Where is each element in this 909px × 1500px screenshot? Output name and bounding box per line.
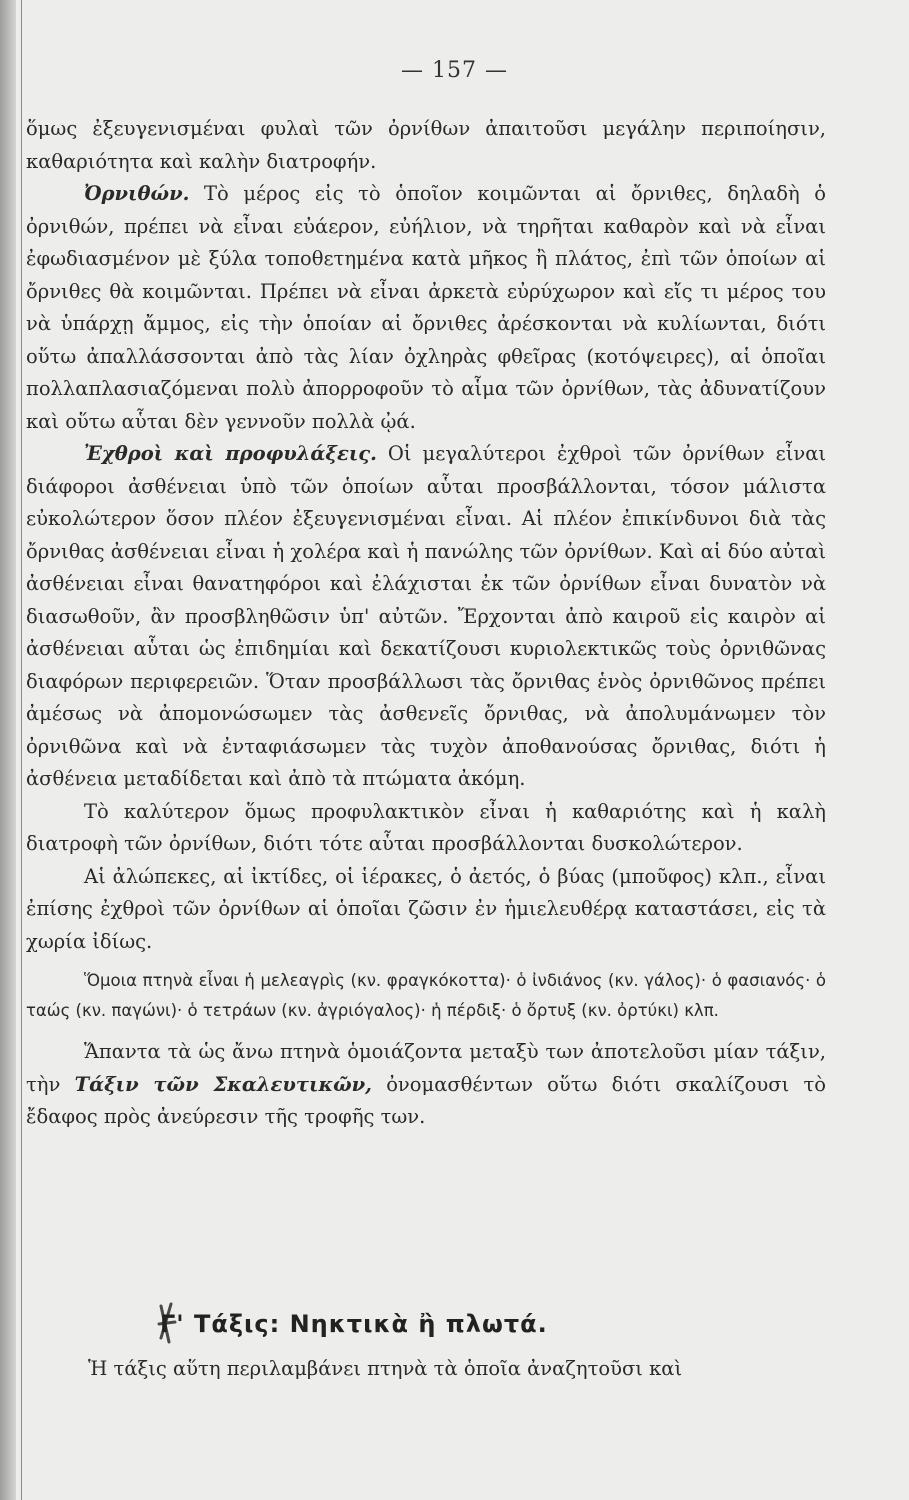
paragraph-2-label: Ὀρνιθών. — [84, 182, 190, 205]
closing-paragraph — [26, 1036, 826, 1134]
paragraph-3-text: Οἱ μεγαλύτεροι ἐχθροὶ τῶν ὀρνίθων εἶναι διάφοροι ἀσθένειαι ὑπὸ τῶν ὁποίων αὗται προσβάλλονται, τόσον μάλιστα εὐκολώτερον ὅσον πλέον ἐξευγενισμέναι εἶναι. Αἱ πλέον ἐπικίνδυνοι διὰ τὰς ὄρνιθας ἀσθένειαι εἶναι ἡ χολέρα καὶ ἡ πανώλης τῶν ὀρνίθων. Καὶ αἱ δύο αὐταὶ ἀσθένειαι εἶναι θανατηφόροι καὶ ἐλάχισται ἐκ τῶν ὀρνίθων εἶναι δυνατὸν νὰ διασωθοῦν, ἂν προσβληθῶσιν ὑπ' αὐτῶν. Ἔρχονται ἀπὸ καιροῦ εἰς καιρὸν αἱ ἀσθένειαι αὗται ὡς ἐπιδημίαι καὶ δεκατίζουσι κυριολεκτικῶς τοὺς ὀρνιθῶνας διαφόρων περιφερειῶν. Ὅταν προσβάλλωσι τὰς ὄρνιθας ἑνὸς ὀρνιθῶνος πρέπει ἀμέσως νὰ ἀπομονώσωμεν τὰς ἀσθενεῖς ὄρνιθας, νὰ ἀπολυμάνωμεν τὸν ὀρνιθῶνα καὶ νὰ ἐνταφιάσωμεν τὰς τυχὸν ἀποθανούσας ὄρνιθας, διότι ἡ ἀσθένεια μεταδίδεται καὶ ἀπὸ τὰ πτώματα ἀκόμη. — [26, 442, 827, 790]
paragraph-5: Αἱ ἀλώπεκες, αἱ ἰκτίδες, οἱ ἱέρακες, ὁ ἀετός, ὁ βύας (μποῦφος) κλπ., εἶναι ἐπίσης ἐχθροὶ τῶν ὀρνίθων αἱ ὁποῖαι ζῶσιν ἐν ἡμιελευθέρᾳ καταστάσει, εἰς τὰ χωρία ἰδίως. — [26, 864, 826, 953]
section-heading: Γ' Τάξις: Νηκτικὰ ἢ πλωτά. — [160, 1310, 548, 1338]
paragraph-4: Τὸ καλύτερον ὅμως προφυλακτικὸν εἶναι ἡ καθαριότης καὶ ἡ καλὴ διατροφὴ τῶν ὀρνίθων, διότι τότε αὗται προσβάλλονται δυσκολώτερον. — [26, 799, 826, 855]
page-number: — 157 — — [401, 58, 508, 83]
paragraph-3 — [26, 438, 826, 796]
footnote-similar-birds: Ὅμοια πτηνὰ εἶναι ἡ μελεαγρὶς (κν. φραγκόκοττα)· ὁ ἰνδιάνος (κν. γάλος)· ὁ φασιανός· ὁ ταώς (κν. παγώνι)· ὁ τετράων (κν. ἀγριόγαλος)· ἡ πέρδιξ· ὁ ὄρτυξ (κν. ὀρτύκι) κλπ. — [26, 971, 826, 1020]
paragraph-3-label: Ἐχθροὶ καὶ προφυλάξεις. — [84, 442, 377, 465]
paragraph-2 — [26, 178, 826, 438]
gutter-shadow — [0, 0, 16, 1500]
last-line: Ἡ τάξις αὕτη περιλαμβάνει πτηνὰ τὰ ὁποῖα ἀναζητοῦσι καὶ — [88, 1357, 683, 1380]
closing-text-before: Ἅπαντα τὰ ὡς ἄνω πτηνὰ ὁμοιάζοντα μεταξὺ των ἀποτελοῦσι μίαν τάξιν, τὴν — [26, 1040, 826, 1096]
body-text — [26, 113, 826, 1134]
gutter-line — [21, 0, 22, 1500]
closing-italic-term: Τάξιν τῶν Σκαλευτικῶν, — [74, 1072, 372, 1096]
paragraph-2-text: Τὸ μέρος εἰς τὸ ὁποῖον κοιμῶνται αἱ ὄρνιθες, δηλαδὴ ὁ ὀρνιθών, πρέπει νὰ εἶναι εὐάερον, εὐήλιον, νὰ τηρῆται καθαρὸν καὶ νὰ εἶναι ἐφωδιασμένον μὲ ξύλα τοποθετημένα κατὰ μῆκος ἢ πλάτος, ἐπὶ τῶν ὁποίων αἱ ὄρνιθες θὰ κοιμῶνται. Πρέπει νὰ εἶναι ἀρκετὰ εὐρύχωρον καὶ εἴς τι μέρος του νὰ ὑπάρχῃ ἄμμος, εἰς τὴν ὁποίαν αἱ ὄρνιθες ἀρέσκονται νὰ κυλίωνται, διότι οὕτω ἀπαλλάσσονται ἀπὸ τὰς λίαν ὀχληρὰς φθεῖρας (κοτόψειρες), αἱ ὁποῖαι πολλαπλασιαζόμεναι πολὺ ἀπορροφοῦν τὸ αἷμα τῶν ὀρνίθων, τὰς ἀδυνατίζουν καὶ οὕτω αὗται δὲν γεννοῦν πολλὰ ᾠά. — [26, 182, 826, 433]
paragraph-1: ὅμως ἐξευγενισμέναι φυλαὶ τῶν ὀρνίθων ἀπαιτοῦσι μεγάλην περιποίησιν, καθαριότητα καὶ καλὴν διατροφήν. — [26, 117, 826, 173]
closing-text-after: ὀνομασθέντων οὕτω διότι σκαλίζουσι τὸ ἔδαφος πρὸς ἀνεύρεσιν τῆς τροφῆς των. — [26, 1072, 826, 1128]
